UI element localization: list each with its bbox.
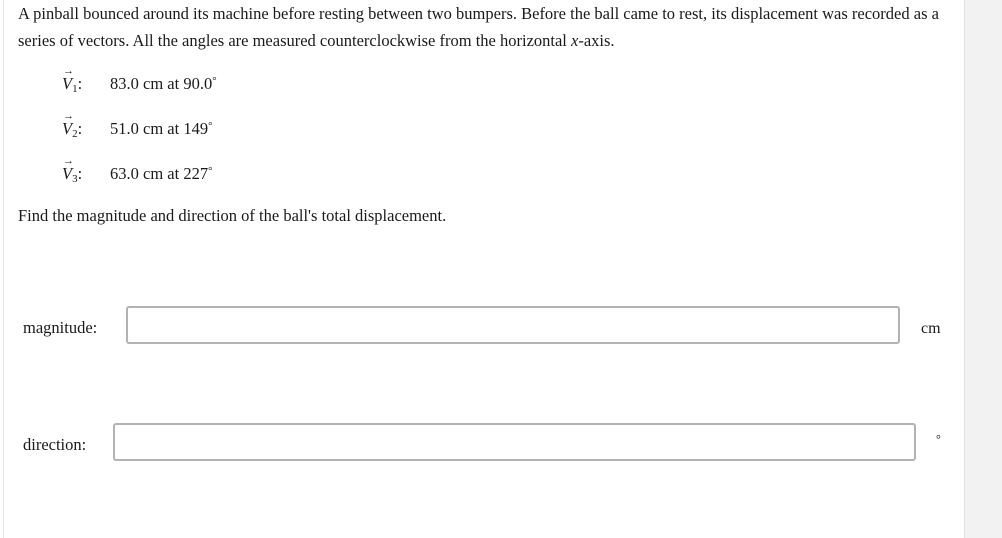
- vector-row-v3: [62, 154, 213, 186]
- vector-symbol: V → $_1$:: [62, 64, 83, 95]
- vector-arrow-icon: →: [63, 64, 74, 77]
- vector-letter: V: [62, 163, 73, 183]
- problem-intro-part2: -axis.: [578, 31, 615, 50]
- vector-value: [110, 164, 212, 184]
- vector-value-text: 83.0 cm at 90.0: [110, 74, 213, 93]
- vector-subscript: 2: [72, 127, 78, 140]
- vector-subscript: 1: [72, 82, 78, 95]
- magnitude-unit: cm: [921, 320, 941, 337]
- degree-symbol: °: [208, 120, 213, 132]
- vector-value-text: 63.0 cm at 227: [110, 164, 209, 183]
- direction-input[interactable]: [113, 423, 916, 461]
- vector-row-v2: [62, 109, 213, 141]
- problem-intro-part1: A pinball bounced around its machine before resting between two bumpers. Before the ball came to rest, its displacement was recorded as a series of vectors. All the angles are measured counterclockwise from the horizontal: [18, 4, 939, 50]
- problem-intro-variable: x: [571, 31, 579, 50]
- vector-subscript: 3: [72, 172, 78, 185]
- direction-label: direction:: [23, 435, 87, 454]
- vector-value: [110, 74, 217, 94]
- magnitude-input[interactable]: [126, 306, 900, 344]
- scrollbar-gutter[interactable]: [964, 0, 1002, 538]
- question-text: Find the magnitude and direction of the ball's total displacement.: [18, 206, 447, 225]
- vector-letter: V: [62, 118, 73, 138]
- direction-unit: °: [936, 432, 941, 446]
- vector-arrow-icon: →: [63, 109, 74, 122]
- vector-value-text: 51.0 cm at 149: [110, 119, 209, 138]
- degree-symbol: °: [208, 165, 213, 177]
- magnitude-label: magnitude:: [23, 318, 98, 337]
- vector-letter: V: [62, 73, 73, 93]
- vector-row-v1: [62, 64, 217, 96]
- vector-value: [110, 119, 212, 139]
- problem-statement: [18, 0, 948, 54]
- vector-symbol: V → $_2$:: [62, 109, 83, 140]
- vector-symbol: V → $_3$:: [62, 154, 83, 185]
- degree-symbol: °: [212, 75, 217, 87]
- vector-arrow-icon: →: [63, 154, 74, 167]
- panel-left-border: [3, 0, 4, 538]
